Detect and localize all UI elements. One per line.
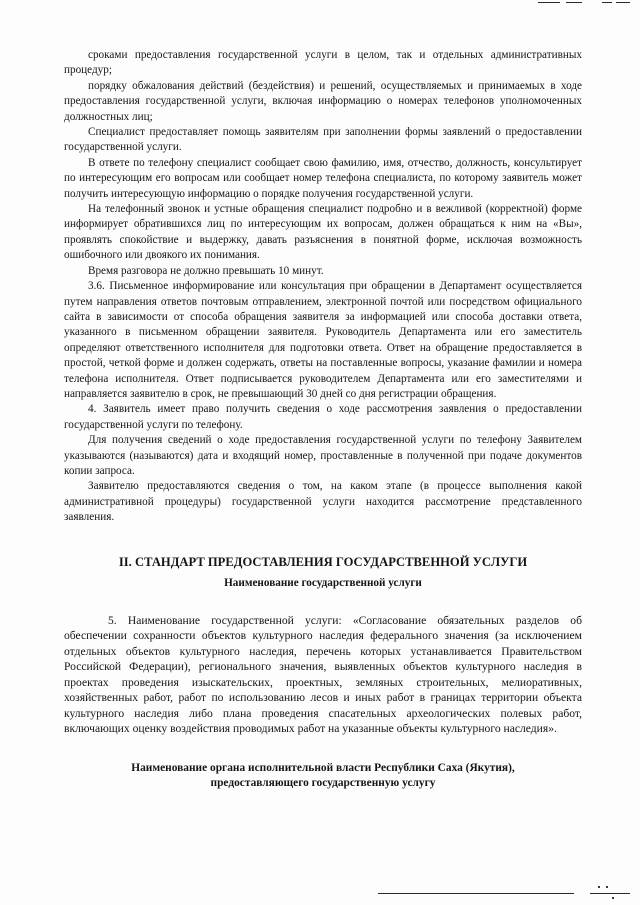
scan-speck-3 xyxy=(612,897,614,899)
paragraph-stage-info: Заявителю предоставляются сведения о том, на каком этапе (в процессе выполнения какой административной процедуры) государственной услуги находится рассмотрение представленного заявления. xyxy=(64,480,582,524)
scan-edge-mark-top xyxy=(538,2,560,3)
scan-edge-mark-bottom-2 xyxy=(590,893,630,894)
section-title-standard: II. СТАНДАРТ ПРЕДОСТАВЛЕНИЯ ГОСУДАРСТВЕННОЙ УСЛУГИ xyxy=(118,554,528,569)
paragraph-3-6-written-info: 3.6. Письменное информирование или консультация при обращении в Департамент осуществляется путем направления ответов почтовым отправлением, электронной почтой или посредством официального сайта в зависимости от способа обращения заявителя за информацией или способа доставки ответа, указанного в письменном обращении заявителя. Руководитель Департамента или его заместитель определяют ответственного исполнителя для подготовки ответа. Ответ на обращение предоставляется в простой, четкой форме и должен содержать, ответы на поставленные вопросы, указание фамилии и номера телефона исполнителя. Ответ подписывается руководителем Департамента или его заместителями и направляется заявителю в срок, не превышающий 30 дней со дня регистрации обращения. xyxy=(64,280,582,400)
scan-edge-mark-top-4 xyxy=(616,2,630,3)
org-title-line-1: Наименование органа исполнительной власти Республики Саха (Якутия), xyxy=(131,761,515,774)
scan-edge-mark-bottom xyxy=(378,893,574,894)
scan-speck-1 xyxy=(598,886,600,888)
scan-edge-mark-top-2 xyxy=(566,2,582,3)
paragraph-4-applicant-right: 4. Заявитель имеет право получить сведения о ходе рассмотрения заявления о предоставлении государственной услуги по телефону. xyxy=(64,403,582,431)
org-title-line-2: предоставляющего государственную услугу xyxy=(210,777,436,790)
paragraph-phone-status-info: Для получения сведений о ходе предоставления государственной услуги по телефону Заявителем указываются (называются) дата и входящий номер, проставленные в полученной при подаче документов копии запроса. xyxy=(64,434,582,477)
paragraph-appeal-procedure: порядку обжалования действий (бездействия) и решений, осуществляемых и принимаемых в ходе предоставления государственной услуги, включая информацию о номерах телефонов уполномоченных должностных лиц; xyxy=(64,79,582,123)
org-title xyxy=(64,761,582,793)
paragraph-phone-conduct: На телефонный звонок и устные обращения специалист подробно и в вежливой (корректной) форме информирует обратившихся лиц по интересующим их вопросам, должен обращаться к ним на «Вы», проявлять спокойствие и выдержку, давать разъяснения в понятной форме, исключая возможность ошибочного или двоякого их понимания. xyxy=(64,203,582,262)
paragraph-phone-answer: В ответе по телефону специалист сообщает свою фамилию, имя, отчество, должность, консультирует по интересующим его вопросам или сообщает номер телефона специалиста, по которому заявитель может получить интересующую информацию о порядке получения государственной услуги. xyxy=(64,156,582,200)
paragraph-5-text: 5. Наименование государственной услуги: «Согласование обязательных разделов об обеспечении сохранности объектов культурного наследия федерального значения (за исключением отдельных объектов культурного наследия, перечень которых устанавливается Правительством Российской Федерации), регионального значения, выявленных объектов культурного наследия в проектах проведения изыскательских, проектных, земляных строительных, мелиоративных, хозяйственных работ, работ по использованию лесов и иных работ в границах территории объекта культурного наследия либо плана проведения спасательных археологических полевых работ, включающих оценку воздействия проводимых работ на указанные объекты культурного наследия». xyxy=(64,613,582,736)
paragraph-deadlines: сроками предоставления государственной услуги в целом, так и отдельных административных процедур; xyxy=(64,49,582,77)
paragraph-specialist-help: Специалист предоставляет помощь заявителям при заполнении формы заявлений о предоставлении государственной услуги. xyxy=(64,126,582,154)
subsection-title-service-name: Наименование государственной услуги xyxy=(224,576,422,589)
paragraph-call-duration: Время разговора не должно превышать 10 минут. xyxy=(88,264,324,277)
scan-speck-2 xyxy=(606,886,608,888)
paragraph-5-service-name xyxy=(64,613,582,737)
document-body xyxy=(64,48,582,792)
scan-edge-mark-top-3 xyxy=(602,2,612,3)
